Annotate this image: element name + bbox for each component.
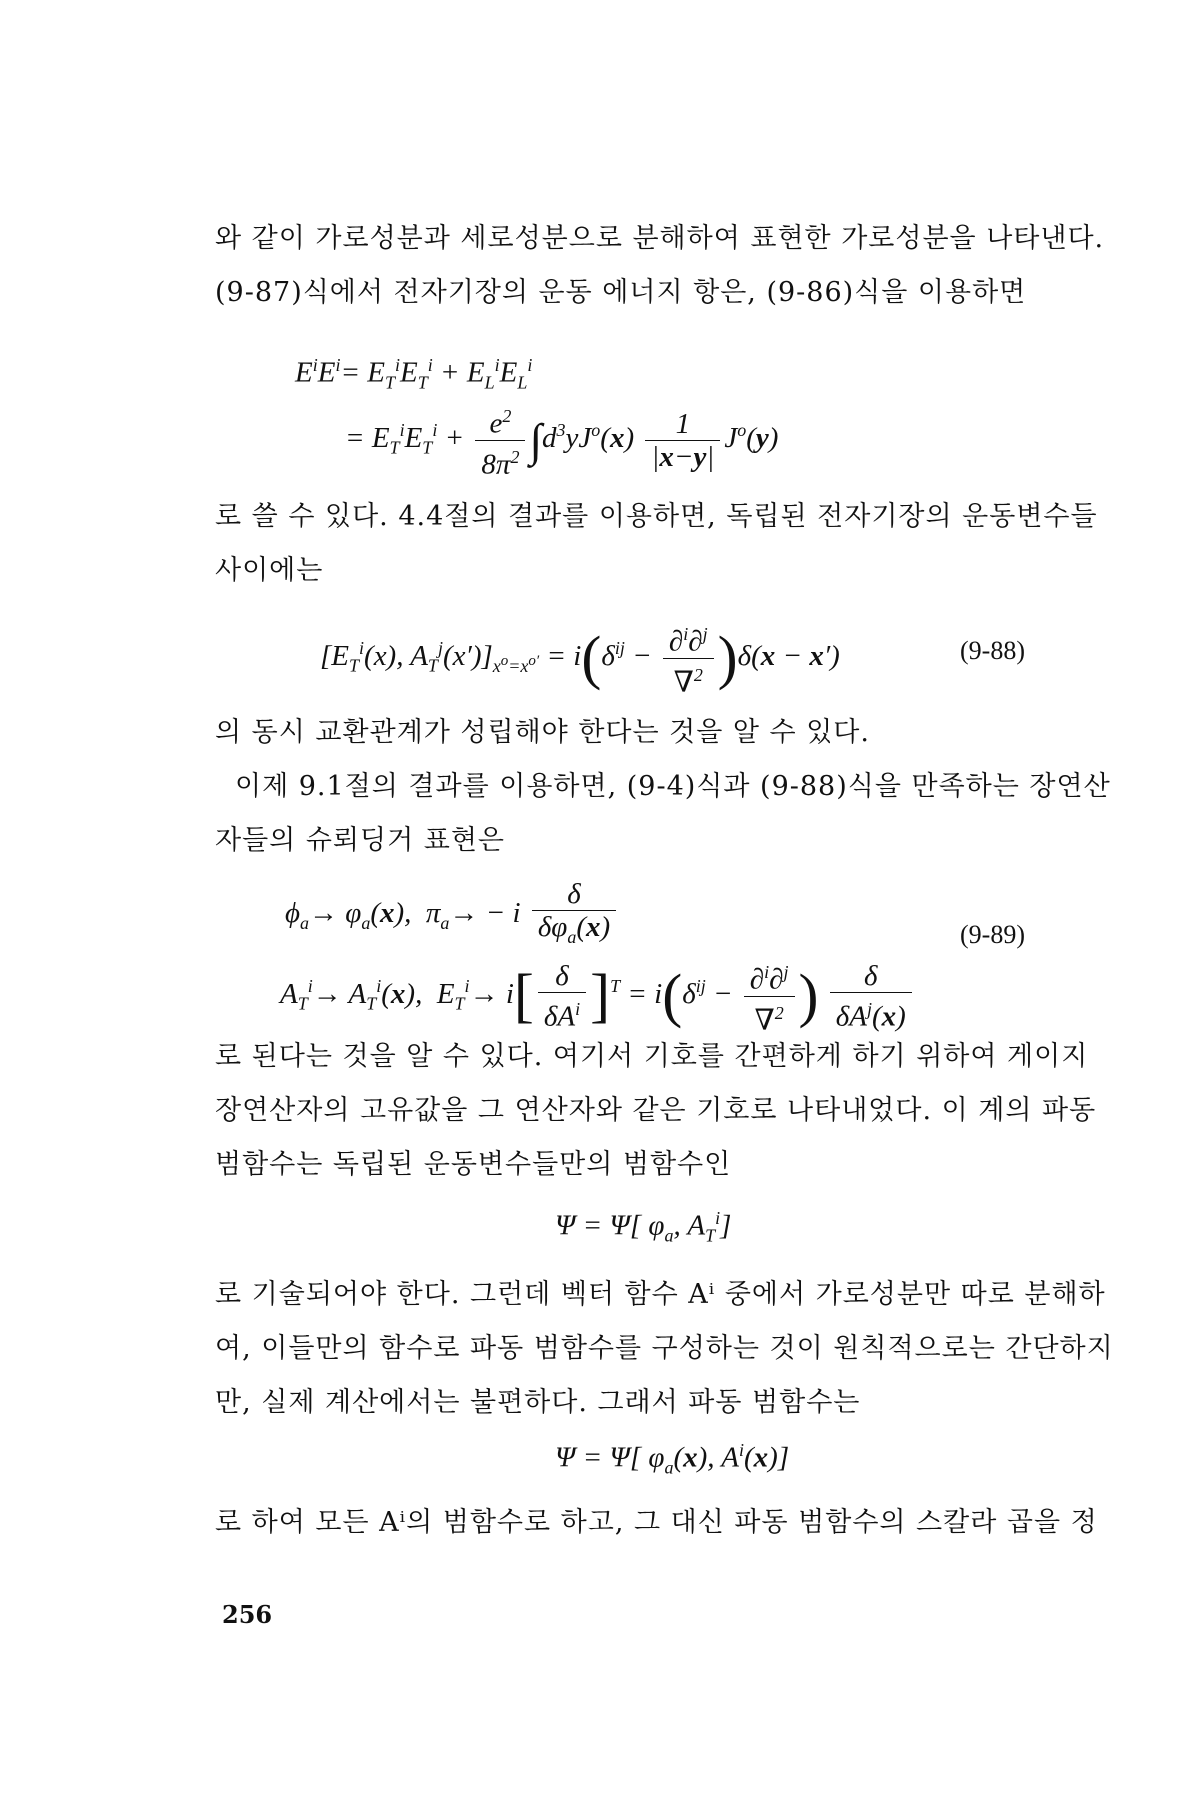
paragraph-5: [215, 1268, 1114, 1430]
text-line: 로 된다는 것을 알 수 있다. 여기서 기호를 간편하게 하기 위하여 게이지: [215, 1041, 1089, 1072]
equation-energy-line1: $E^iE^i= E_T^iE_T^i + E_L^iE_L^i$: [295, 355, 533, 393]
equation-number-9-88: (9-88): [960, 636, 1025, 665]
text-line: 로 쓸 수 있다. 4.4절의 결과를 이용하면, 독립된 전자기장의 운동변수들: [215, 501, 1098, 532]
equation-energy-line2: = $E_T^iE_T^i$ + $\frac{e^2}{8\pi^2}$ $\int d^3yJ^o(x)$ $\frac{1}{|x-y|}$ $J^o(y)$: [345, 400, 778, 480]
text-line: 이제 9.1절의 결과를 이용하면, (9-4)식과 (9-88)식을 만족하는 장연산: [235, 771, 1111, 802]
paragraph-3: [215, 706, 1111, 868]
text-line: (9-87)식에서 전자기장의 운동 에너지 항은, (9-86)식을 이용하면: [215, 277, 1027, 308]
equation-psi-all: Ψ = Ψ[ $\varphi_a(x)$, $A^i(x)$]: [555, 1440, 790, 1478]
text-line: 자들의 슈뢰딩거 표현은: [215, 825, 505, 856]
paragraph-6: [215, 1496, 1098, 1550]
page-number: 256: [222, 1600, 273, 1629]
equation-number-9-89: (9-89): [960, 920, 1025, 949]
paragraph-4: [215, 1030, 1097, 1192]
equation-9-89-line2: $A_T^i\to A_T^i(x)$, $E_T^i\to i$[ $\frac{\delta}{\delta A^i}$ ]$^T = i(\delta^{ij}$ − $\frac{\partial^i\partial^j}{\nabla^2}$ ) $\frac{\delta}{\delta A^j(x)}$: [280, 956, 916, 1036]
text-line: 범함수는 독립된 운동변수들만의 범함수인: [215, 1149, 732, 1180]
equation-9-89-line1: $\phi_a\to \varphi_a(x)$, $\pi_a\to - i$ $\frac{\delta}{\delta\varphi_a(x)}$: [285, 878, 620, 953]
text-line: 로 기술되어야 한다. 그런데 벡터 함수 Aⁱ 중에서 가로성분만 따로 분해하: [215, 1279, 1106, 1310]
text-line: 의 동시 교환관계가 성립해야 한다는 것을 알 수 있다.: [215, 717, 870, 748]
equation-9-88: [$E_T^i(x)$, $A_T^j(x')]_{x^o=x^{o'}} = i(\delta^{ij}$ − $\frac{\partial^i\partial^j}{\nabla^2}$ )δ(x − x′): [320, 618, 840, 698]
text-line: 만, 실제 계산에서는 불편하다. 그래서 파동 범함수는: [215, 1387, 861, 1418]
paragraph-1: [215, 212, 1105, 320]
text-line: 장연산자의 고유값을 그 연산자와 같은 기호로 나타내었다. 이 계의 파동: [215, 1095, 1097, 1126]
paragraph-2: [215, 490, 1098, 598]
equation-psi-independent: Ψ = Ψ[ $\varphi_a$, $A_T^i$]: [555, 1208, 732, 1246]
text-line: 로 하여 모든 Aⁱ의 범함수로 하고, 그 대신 파동 범함수의 스칼라 곱을 정: [215, 1507, 1098, 1538]
text-line: 와 같이 가로성분과 세로성분으로 분해하여 표현한 가로성분을 나타낸다.: [215, 223, 1105, 254]
text-line: 여, 이들만의 함수로 파동 범함수를 구성하는 것이 원칙적으로는 간단하지: [215, 1333, 1114, 1364]
text-line: 사이에는: [215, 555, 324, 586]
